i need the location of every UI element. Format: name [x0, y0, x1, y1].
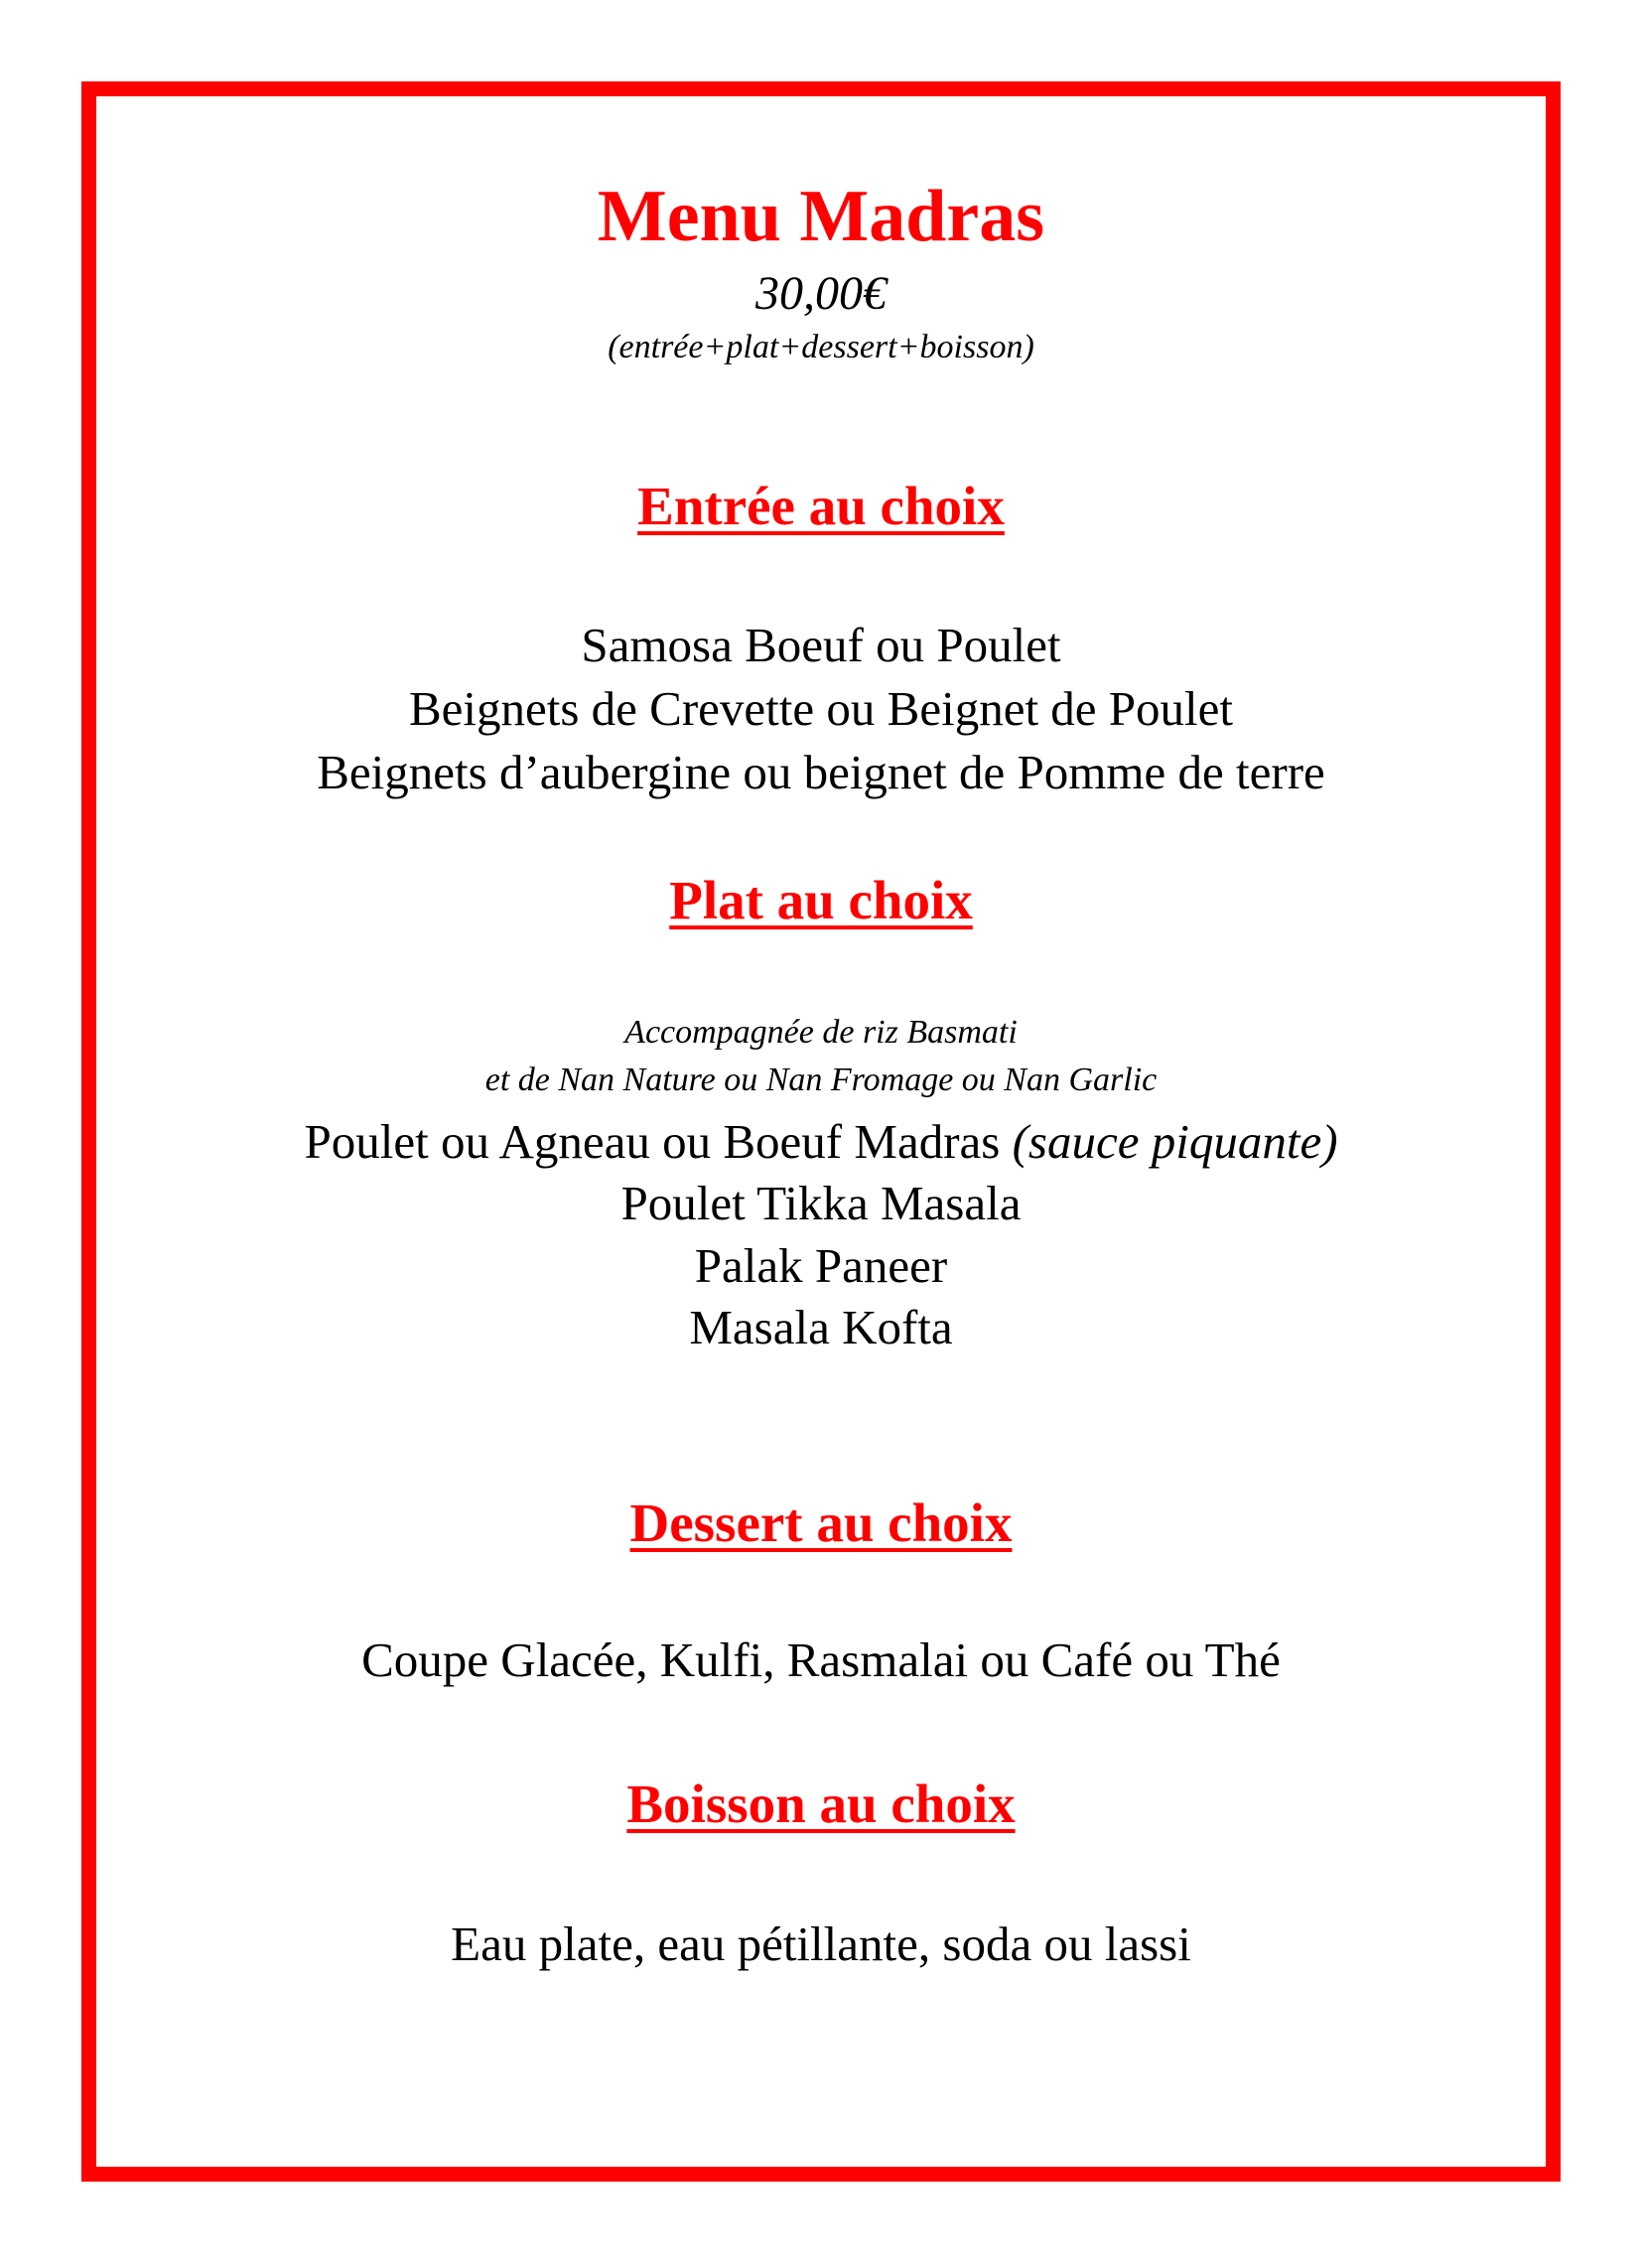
menu-price: 30,00€ — [755, 267, 887, 320]
plat-accompaniment-note: Accompagnée de riz Basmati — [624, 1014, 1018, 1051]
plat-item-name: Poulet ou Agneau ou Boeuf Madras — [304, 1114, 1013, 1169]
entree-item: Beignets de Crevette ou Beignet de Poulet — [408, 681, 1234, 736]
plat-accompaniment-note: et de Nan Nature ou Nan Fromage ou Nan Garlic — [484, 1062, 1158, 1098]
menu-title: Menu Madras — [597, 176, 1045, 257]
entree-item: Samosa Boeuf ou Poulet — [581, 618, 1061, 672]
plat-item — [0, 1112, 1642, 1172]
plat-item-spice-note: (sauce piquante) — [1012, 1114, 1338, 1169]
section-heading-dessert: Dessert au choix — [629, 1492, 1013, 1553]
boisson-item: Eau plate, eau pétillante, soda ou lassi — [451, 1916, 1191, 1971]
entree-item: Beignets d’aubergine ou beignet de Pomme de terre — [317, 745, 1325, 799]
plat-item: Palak Paneer — [694, 1238, 948, 1293]
dessert-item: Coupe Glacée, Kulfi, Rasmalai ou Café ou Thé — [361, 1632, 1281, 1687]
section-heading-boisson: Boisson au choix — [626, 1773, 1016, 1834]
menu-formula: (entrée+plat+dessert+boisson) — [608, 329, 1034, 365]
section-heading-plat: Plat au choix — [669, 870, 973, 930]
plat-item: Masala Kofta — [689, 1300, 953, 1354]
plat-item: Poulet Tikka Masala — [620, 1176, 1022, 1230]
section-heading-entree: Entrée au choix — [637, 476, 1005, 536]
